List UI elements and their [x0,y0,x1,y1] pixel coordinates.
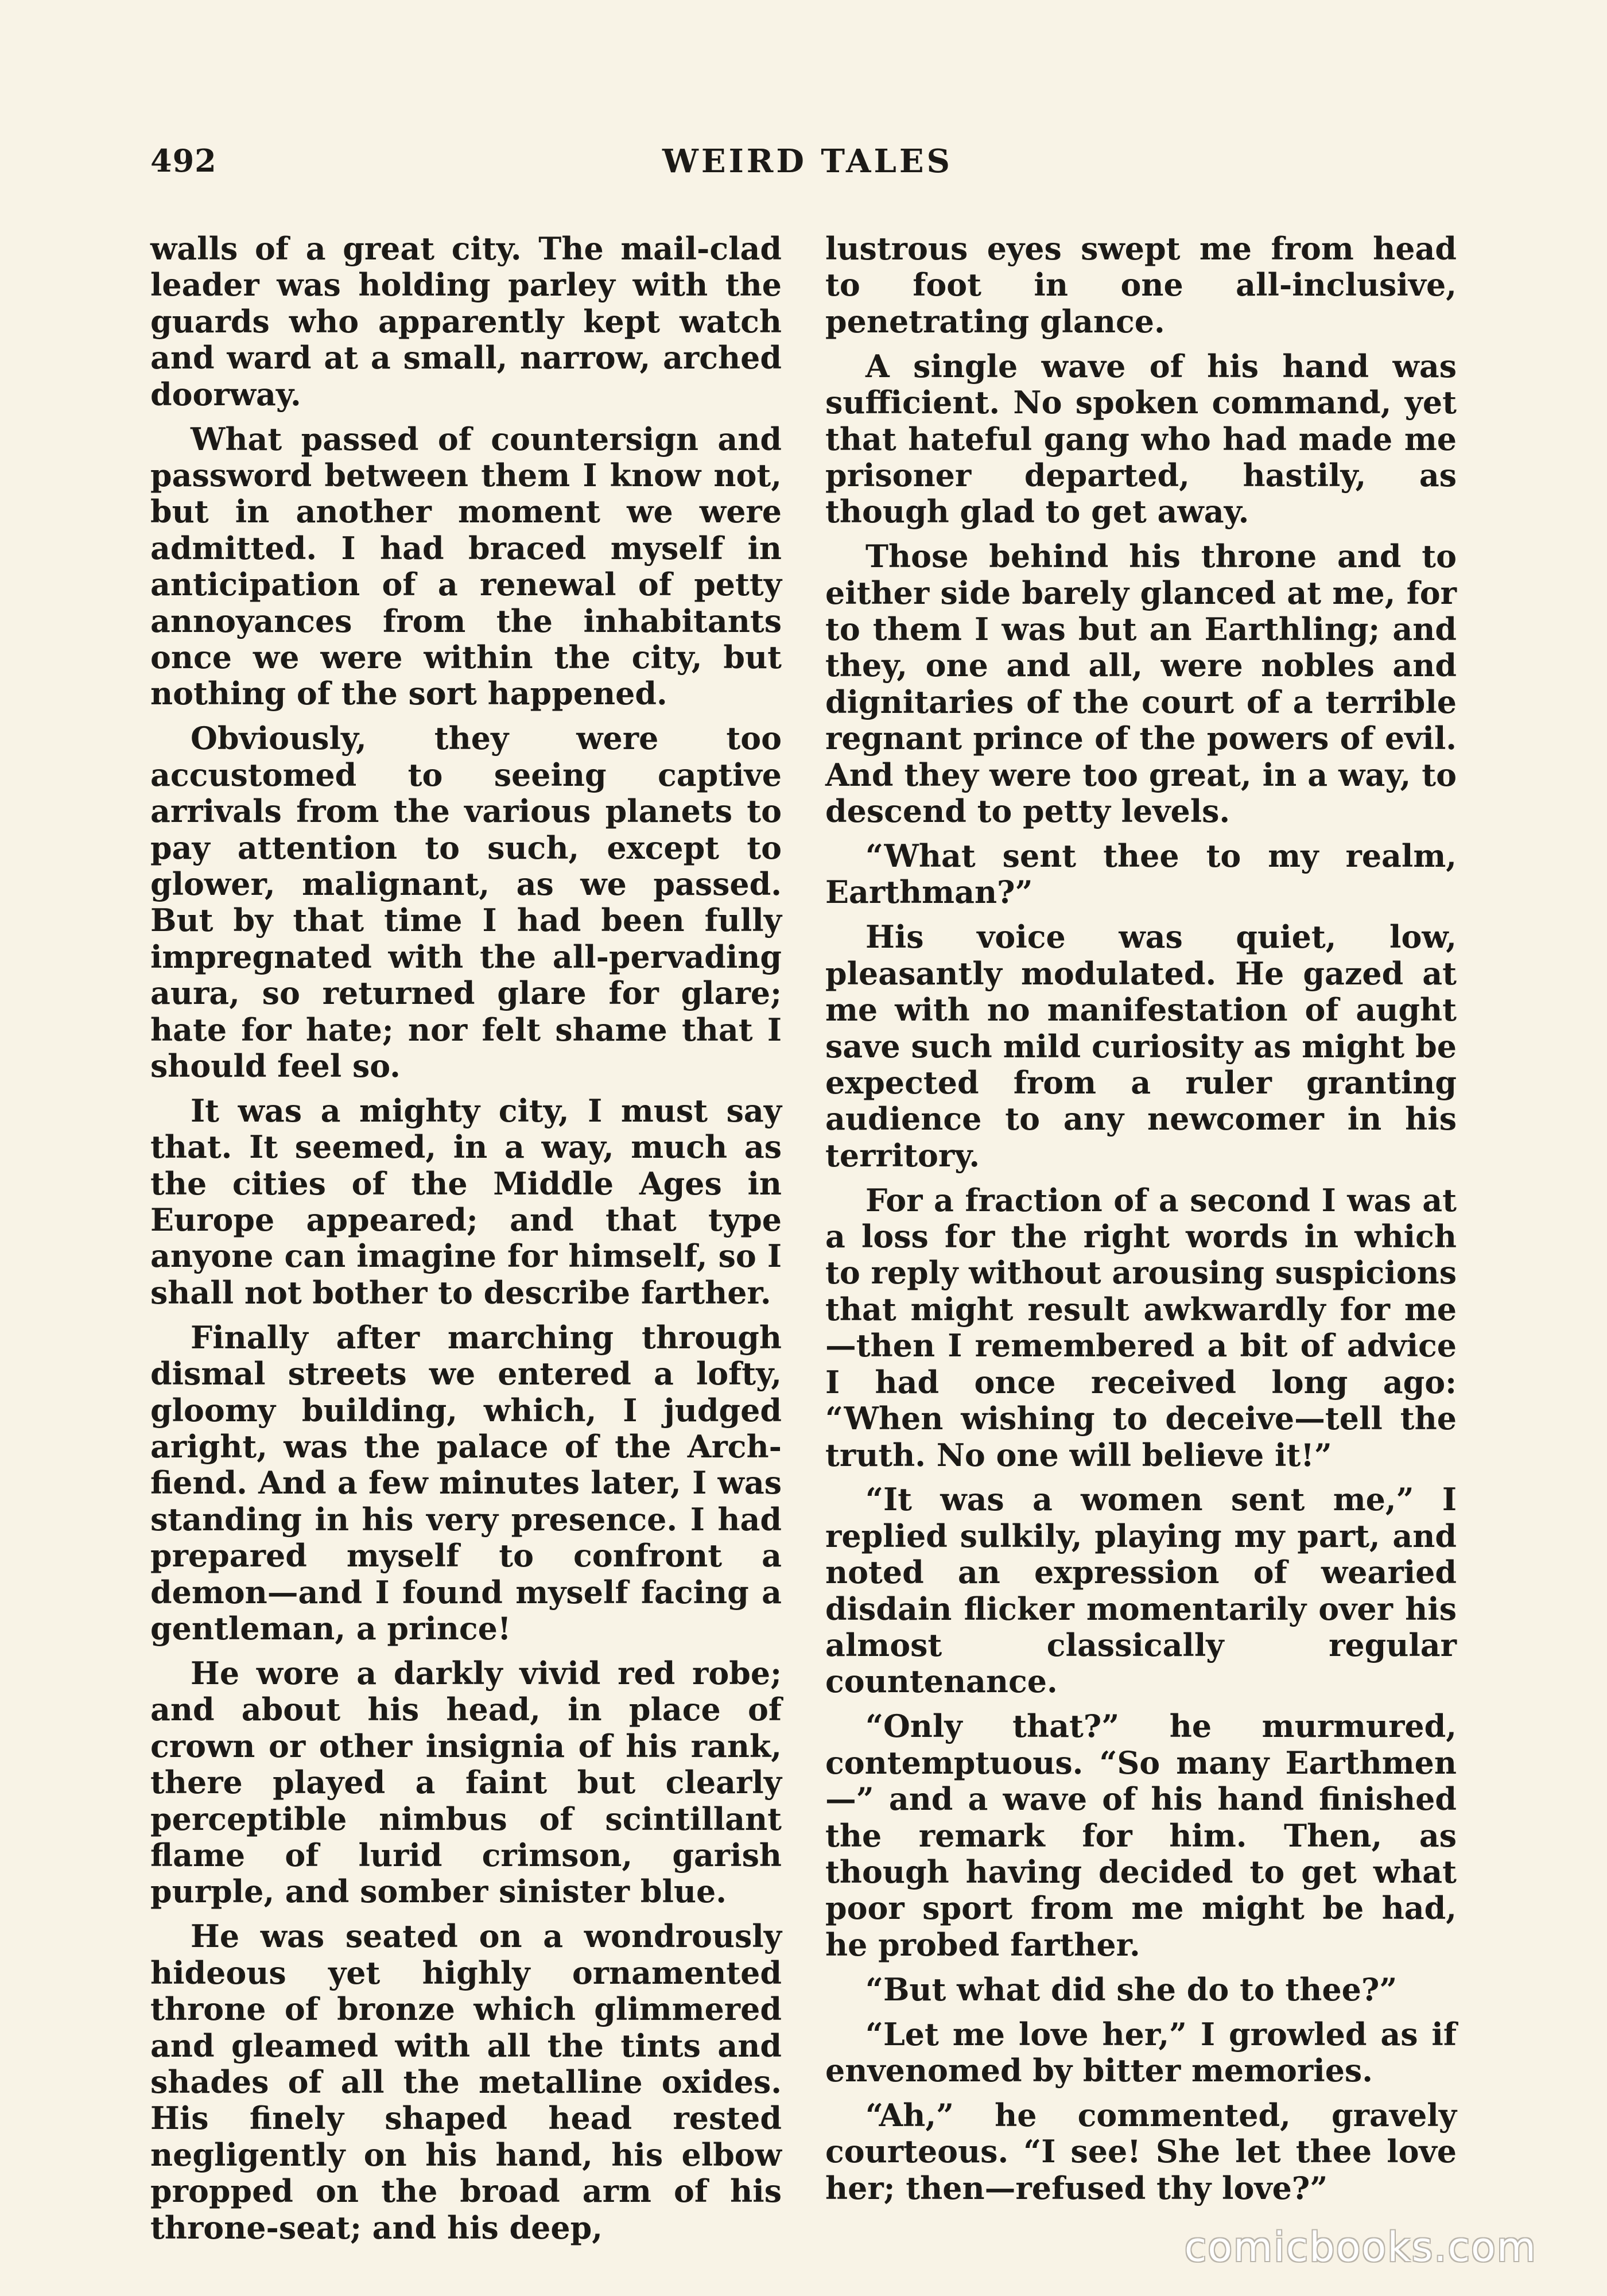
watermark: comicbooks.com [1184,2224,1537,2271]
paragraph: “It was a women sent me,” I replied sulkily, playing my part, and noted an expression of wearied disdain flicker momentarily over his almost classically regular countenance. [825,1481,1457,1700]
paragraph: “But what did she do to thee?” [865,1971,1398,2008]
running-head [150,142,1465,188]
paragraph: Finally after marching through dismal streets we entered a lofty, gloomy building, which, I judged aright, was the palace of the Arch-fiend. And a few minutes later, I was standing in his very presence. I had prepared myself to confront a demon—and I found myself facing a gentleman, a prince! [150,1318,782,1647]
left-column [150,231,782,2254]
paragraph: He was seated on a wondrously hideous yet highly ornamented throne of bronze which glimmered and gleamed with all the tints and shades of all the metalline oxides. His finely shaped head rested negligently on his hand, his elbow propped on the broad arm of his throne-seat; and his deep, [150,1918,782,2246]
paragraph: walls of a great city. The mail-clad leader was holding parley with the guards who apparently kept watch and ward at a small, narrow, arched doorway. [150,230,782,413]
paragraph: “What sent thee to my realm, Earthman?” [825,837,1457,911]
page-number: 492 [150,142,217,179]
paragraph: “Let me love her,” I growled as if envenomed by bitter memories. [825,2015,1457,2089]
paragraph: “Only that?” he murmured, contemptuous. “So many Earthmen—” and a wave of his hand finished the remark for him. Then, as though having decided to get what poor sport from me might be had, he probed farther. [825,1708,1457,1963]
paragraph: Obviously, they were too accustomed to seeing captive arrivals from the various planets to pay attention to such, except to glower, malignant, as we passed. But by that time I had been fully impregnated with the all-pervading aura, so returned glare for glare; hate for hate; nor felt shame that I should feel so. [150,720,782,1084]
paragraph: What passed of countersign and password between them I know not, but in another moment we were admitted. I had braced myself in anticipation of a renewal of petty annoyances from the inhabitants once we were within the city, but nothing of the sort happened. [150,420,782,712]
paragraph: A single wave of his hand was sufficient. No spoken command, yet that hateful gang who had made me prisoner departed, hastily, as though glad to get away. [825,347,1457,530]
paragraph: “Ah,” he commented, gravely courteous. “I see! She let thee love her; then—refused thy love?” [825,2096,1457,2206]
paragraph: Those behind his throne and to either side barely glanced at me, for to them I was but an Earthling; and they, one and all, were nobles and dignitaries of the court of a terrible regnant prince of the powers of evil. And they were too great, in a way, to descend to petty levels. [825,538,1457,830]
paragraph: lustrous eyes swept me from head to foot in one all-inclusive, penetrating glance. [825,230,1457,340]
paragraph: He wore a darkly vivid red robe; and about his head, in place of crown or other insignia of his rank, there played a faint but clearly perceptible nimbus of scintillant flame of lurid crimson, garish purple, and somber sinister blue. [150,1654,782,1910]
paragraph: His voice was quiet, low, pleasantly modulated. He gazed at me with no manifestation of aught save such mild curiosity as might be expected from a ruler granting audience to any newcomer in his territory. [825,918,1457,1174]
right-column [825,231,1457,2215]
magazine-title: WEIRD TALES [662,142,953,180]
paragraph: For a fraction of a second I was at a loss for the right words in which to reply without arousing suspicions that might result awkwardly for me—then I remembered a bit of advice I had once received long ago: “When wishing to deceive—tell the truth. No one will believe it!” [825,1181,1457,1473]
paragraph: It was a mighty city, I must say that. It seemed, in a way, much as the cities of the Middle Ages in Europe appeared; and that type anyone can imagine for himself, so I shall not bother to describe farther. [150,1092,782,1311]
